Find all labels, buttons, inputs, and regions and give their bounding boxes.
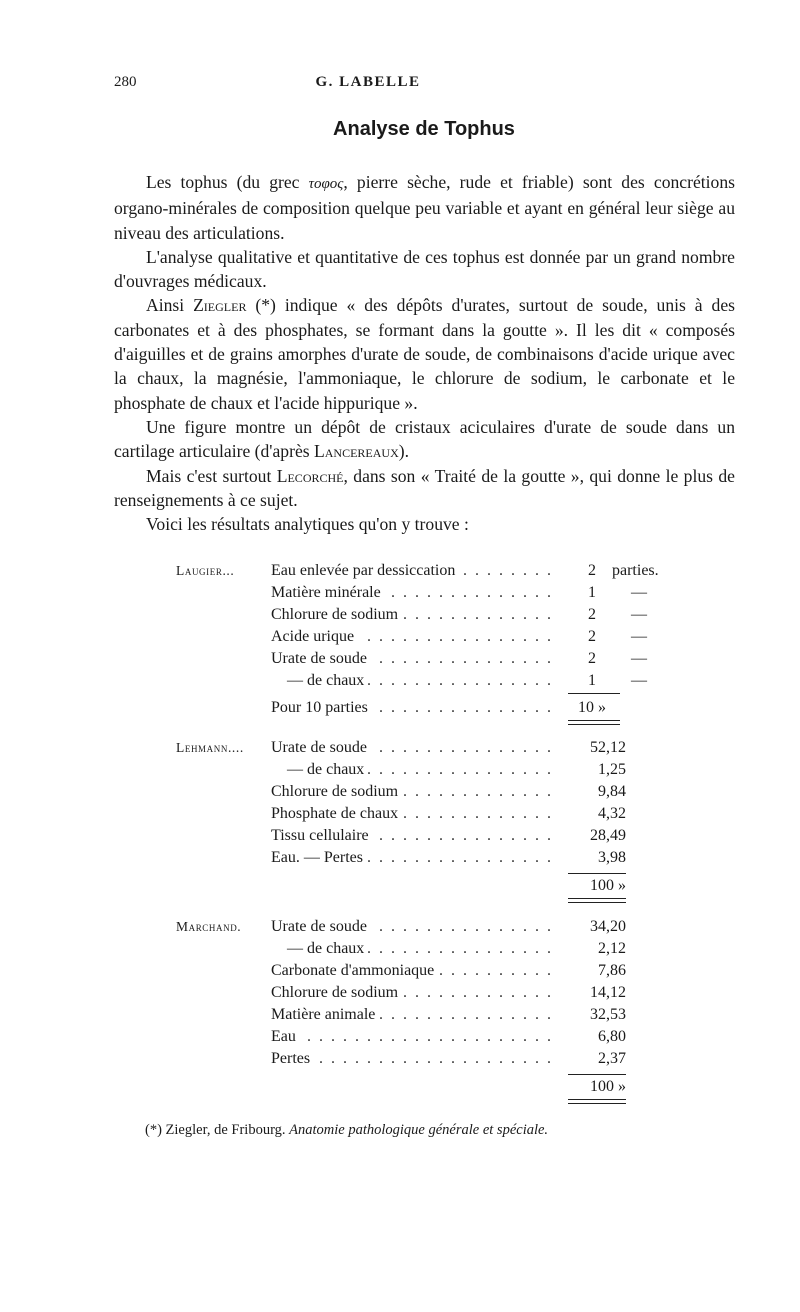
row-label-text: Chlorure de sodium <box>271 783 402 800</box>
section-title: Analyse de Tophus <box>333 118 515 140</box>
row-label <box>271 737 556 759</box>
row-label-text: Matière minérale <box>271 584 385 601</box>
page-number: 280 <box>114 74 137 90</box>
row-label-text: Eau <box>271 1028 300 1045</box>
row-value: 1 <box>588 672 596 689</box>
table-row <box>176 648 676 670</box>
row-label <box>271 697 556 719</box>
marchand-author: Marchand. <box>176 919 242 934</box>
row-label-text: Pertes <box>271 1050 314 1067</box>
author-lancereaux: Lancereaux <box>314 441 399 462</box>
row-label-text: Pour 10 parties <box>271 699 372 716</box>
row-label-text: Urate de soude <box>271 650 371 667</box>
paragraph-1-text-b: , pierre sèche, rude et friable) sont des concrétions organo-minérales de composition quelque peu variable et ayant en général leur siège au niveau des articulations. <box>114 172 735 243</box>
author-ziegler: Ziegler <box>193 295 247 316</box>
greek-word: τοφος <box>308 176 344 192</box>
footnote-text: Ziegler, de Fribourg. <box>165 1122 290 1138</box>
paragraph-5-text-a: Mais c'est surtout <box>146 465 277 486</box>
row-label <box>271 960 556 982</box>
table-row-total <box>176 1076 676 1098</box>
table-row <box>176 847 676 869</box>
row-label <box>271 582 556 604</box>
row-label <box>271 560 556 582</box>
row-value: 2,37 <box>598 1050 626 1067</box>
row-value: 6,80 <box>598 1028 626 1045</box>
table-row-total <box>176 697 676 719</box>
row-total-value: 10 » <box>578 699 606 716</box>
sum-rule <box>568 693 620 694</box>
row-value: 2,12 <box>598 940 626 957</box>
row-label-text: Matière animale <box>271 1006 379 1023</box>
lehmann-author: Lehmann.... <box>176 740 244 755</box>
table-row <box>176 626 676 648</box>
footnote-work-title: Anatomie pathologique générale et spéciale. <box>289 1122 549 1138</box>
row-label <box>271 938 556 960</box>
row-value: 4,32 <box>598 805 626 822</box>
row-label-text: Eau enlevée par dessiccation <box>271 562 459 579</box>
row-value: 14,12 <box>590 984 626 1001</box>
paragraph-1 <box>114 170 735 245</box>
row-label-text: Phosphate de chaux <box>271 805 402 822</box>
table-row <box>176 759 676 781</box>
row-label <box>271 604 556 626</box>
row-label-text: Chlorure de sodium <box>271 984 402 1001</box>
row-label <box>271 803 556 825</box>
table-row <box>176 916 676 938</box>
row-label <box>271 916 556 938</box>
row-label-text: Carbonate d'ammoniaque <box>271 962 438 979</box>
table-row <box>176 582 676 604</box>
table-row <box>176 1048 676 1070</box>
paragraph-4-text-b: ). <box>398 441 410 462</box>
paragraph-3 <box>114 293 735 414</box>
row-value: 1 <box>588 584 596 601</box>
row-unit: parties. <box>612 562 659 579</box>
footnote-marker: (*) <box>145 1122 166 1138</box>
running-head-author: G. LABELLE <box>315 74 421 90</box>
row-label <box>271 670 556 692</box>
row-label-text: Chlorure de sodium <box>271 606 402 623</box>
row-label <box>271 1004 556 1026</box>
row-label-text: — de chaux <box>271 672 368 689</box>
table-row <box>176 825 676 847</box>
paragraph-2: L'analyse qualitative et quantitative de ces tophus est donnée par un grand nombre d'ouvrages médicaux. <box>114 246 735 292</box>
total-double-rule <box>568 720 620 725</box>
laugier-author: Laugier... <box>176 563 235 578</box>
row-value: 7,86 <box>598 962 626 979</box>
row-unit: — <box>631 584 647 601</box>
paragraph-3-text-a: Ainsi <box>146 295 194 316</box>
row-unit: — <box>631 628 647 645</box>
row-label <box>271 1026 556 1048</box>
row-value: 52,12 <box>590 739 626 756</box>
row-value: 34,20 <box>590 918 626 935</box>
paragraph-4 <box>114 415 735 464</box>
row-total-value: 100 » <box>590 877 626 894</box>
row-value: 2 <box>588 650 596 667</box>
table-row <box>176 670 676 692</box>
table-row <box>176 960 676 982</box>
row-value: 3,98 <box>598 849 626 866</box>
paragraph-1-text-a: Les tophus (du grec <box>146 172 309 192</box>
table-row <box>176 781 676 803</box>
row-total-value: 100 » <box>590 1078 626 1095</box>
sum-rule <box>568 873 626 874</box>
row-label-text: Tissu cellulaire <box>271 827 373 844</box>
row-label <box>271 781 556 803</box>
table-row <box>176 982 676 1004</box>
footnote <box>145 1122 705 1139</box>
row-label <box>271 825 556 847</box>
row-value: 2 <box>588 628 596 645</box>
sum-rule <box>568 1074 626 1075</box>
paragraph-5-text-b: , dans son « Traité de la goutte », qui donne le plus de renseignements à ce sujet. <box>114 465 735 510</box>
paragraph-3-text-b: (*) indique « des dépôts d'urates, surtout de soude, unis à des carbonates et à des phosphates, se formant dans la goutte ». Il les dit « composés d'aiguilles et de grains amorphes d'urate de soude, de combinaisons d'acide urique avec la chaux, la magnésie, l'ammoniaque, le chlorure de sodium, le carbonate et le phosphate de chaux et l'acide hippurique ». <box>114 295 735 413</box>
table-row <box>176 938 676 960</box>
table-row <box>176 604 676 626</box>
row-label <box>271 847 556 869</box>
table-row <box>176 1004 676 1026</box>
row-value: 2 <box>588 562 596 579</box>
row-label <box>271 648 556 670</box>
table-row <box>176 560 676 582</box>
row-value: 28,49 <box>590 827 626 844</box>
row-value: 32,53 <box>590 1006 626 1023</box>
row-value: 2 <box>588 606 596 623</box>
total-double-rule <box>568 1099 626 1104</box>
row-label-text: — de chaux <box>271 761 368 778</box>
paragraph-5 <box>114 464 735 513</box>
row-value: 1,25 <box>598 761 626 778</box>
row-unit: — <box>631 672 647 689</box>
row-label-text: Urate de soude <box>271 739 371 756</box>
total-double-rule <box>568 898 626 903</box>
paragraph-4-text-a: Une figure montre un dépôt de cristaux aciculaires d'urate de soude dans un cartilage articulaire (d'après <box>114 416 735 462</box>
row-label <box>271 759 556 781</box>
body-text <box>114 170 735 536</box>
running-head <box>114 74 622 96</box>
author-lecorche: Lecorché <box>276 465 344 486</box>
row-unit: — <box>631 650 647 667</box>
row-unit: — <box>631 606 647 623</box>
row-value: 9,84 <box>598 783 626 800</box>
row-label <box>271 626 556 648</box>
row-label-text: Eau. — Pertes <box>271 849 367 866</box>
table-row <box>176 1026 676 1048</box>
table-row-total <box>176 875 676 897</box>
row-label-text: Urate de soude <box>271 918 371 935</box>
paragraph-6: Voici les résultats analytiques qu'on y trouve : <box>146 514 469 535</box>
row-label <box>271 1048 556 1070</box>
row-label <box>271 982 556 1004</box>
row-label-text: Acide urique <box>271 628 358 645</box>
row-label-text: — de chaux <box>271 940 368 957</box>
table-row <box>176 803 676 825</box>
table-row <box>176 737 676 759</box>
